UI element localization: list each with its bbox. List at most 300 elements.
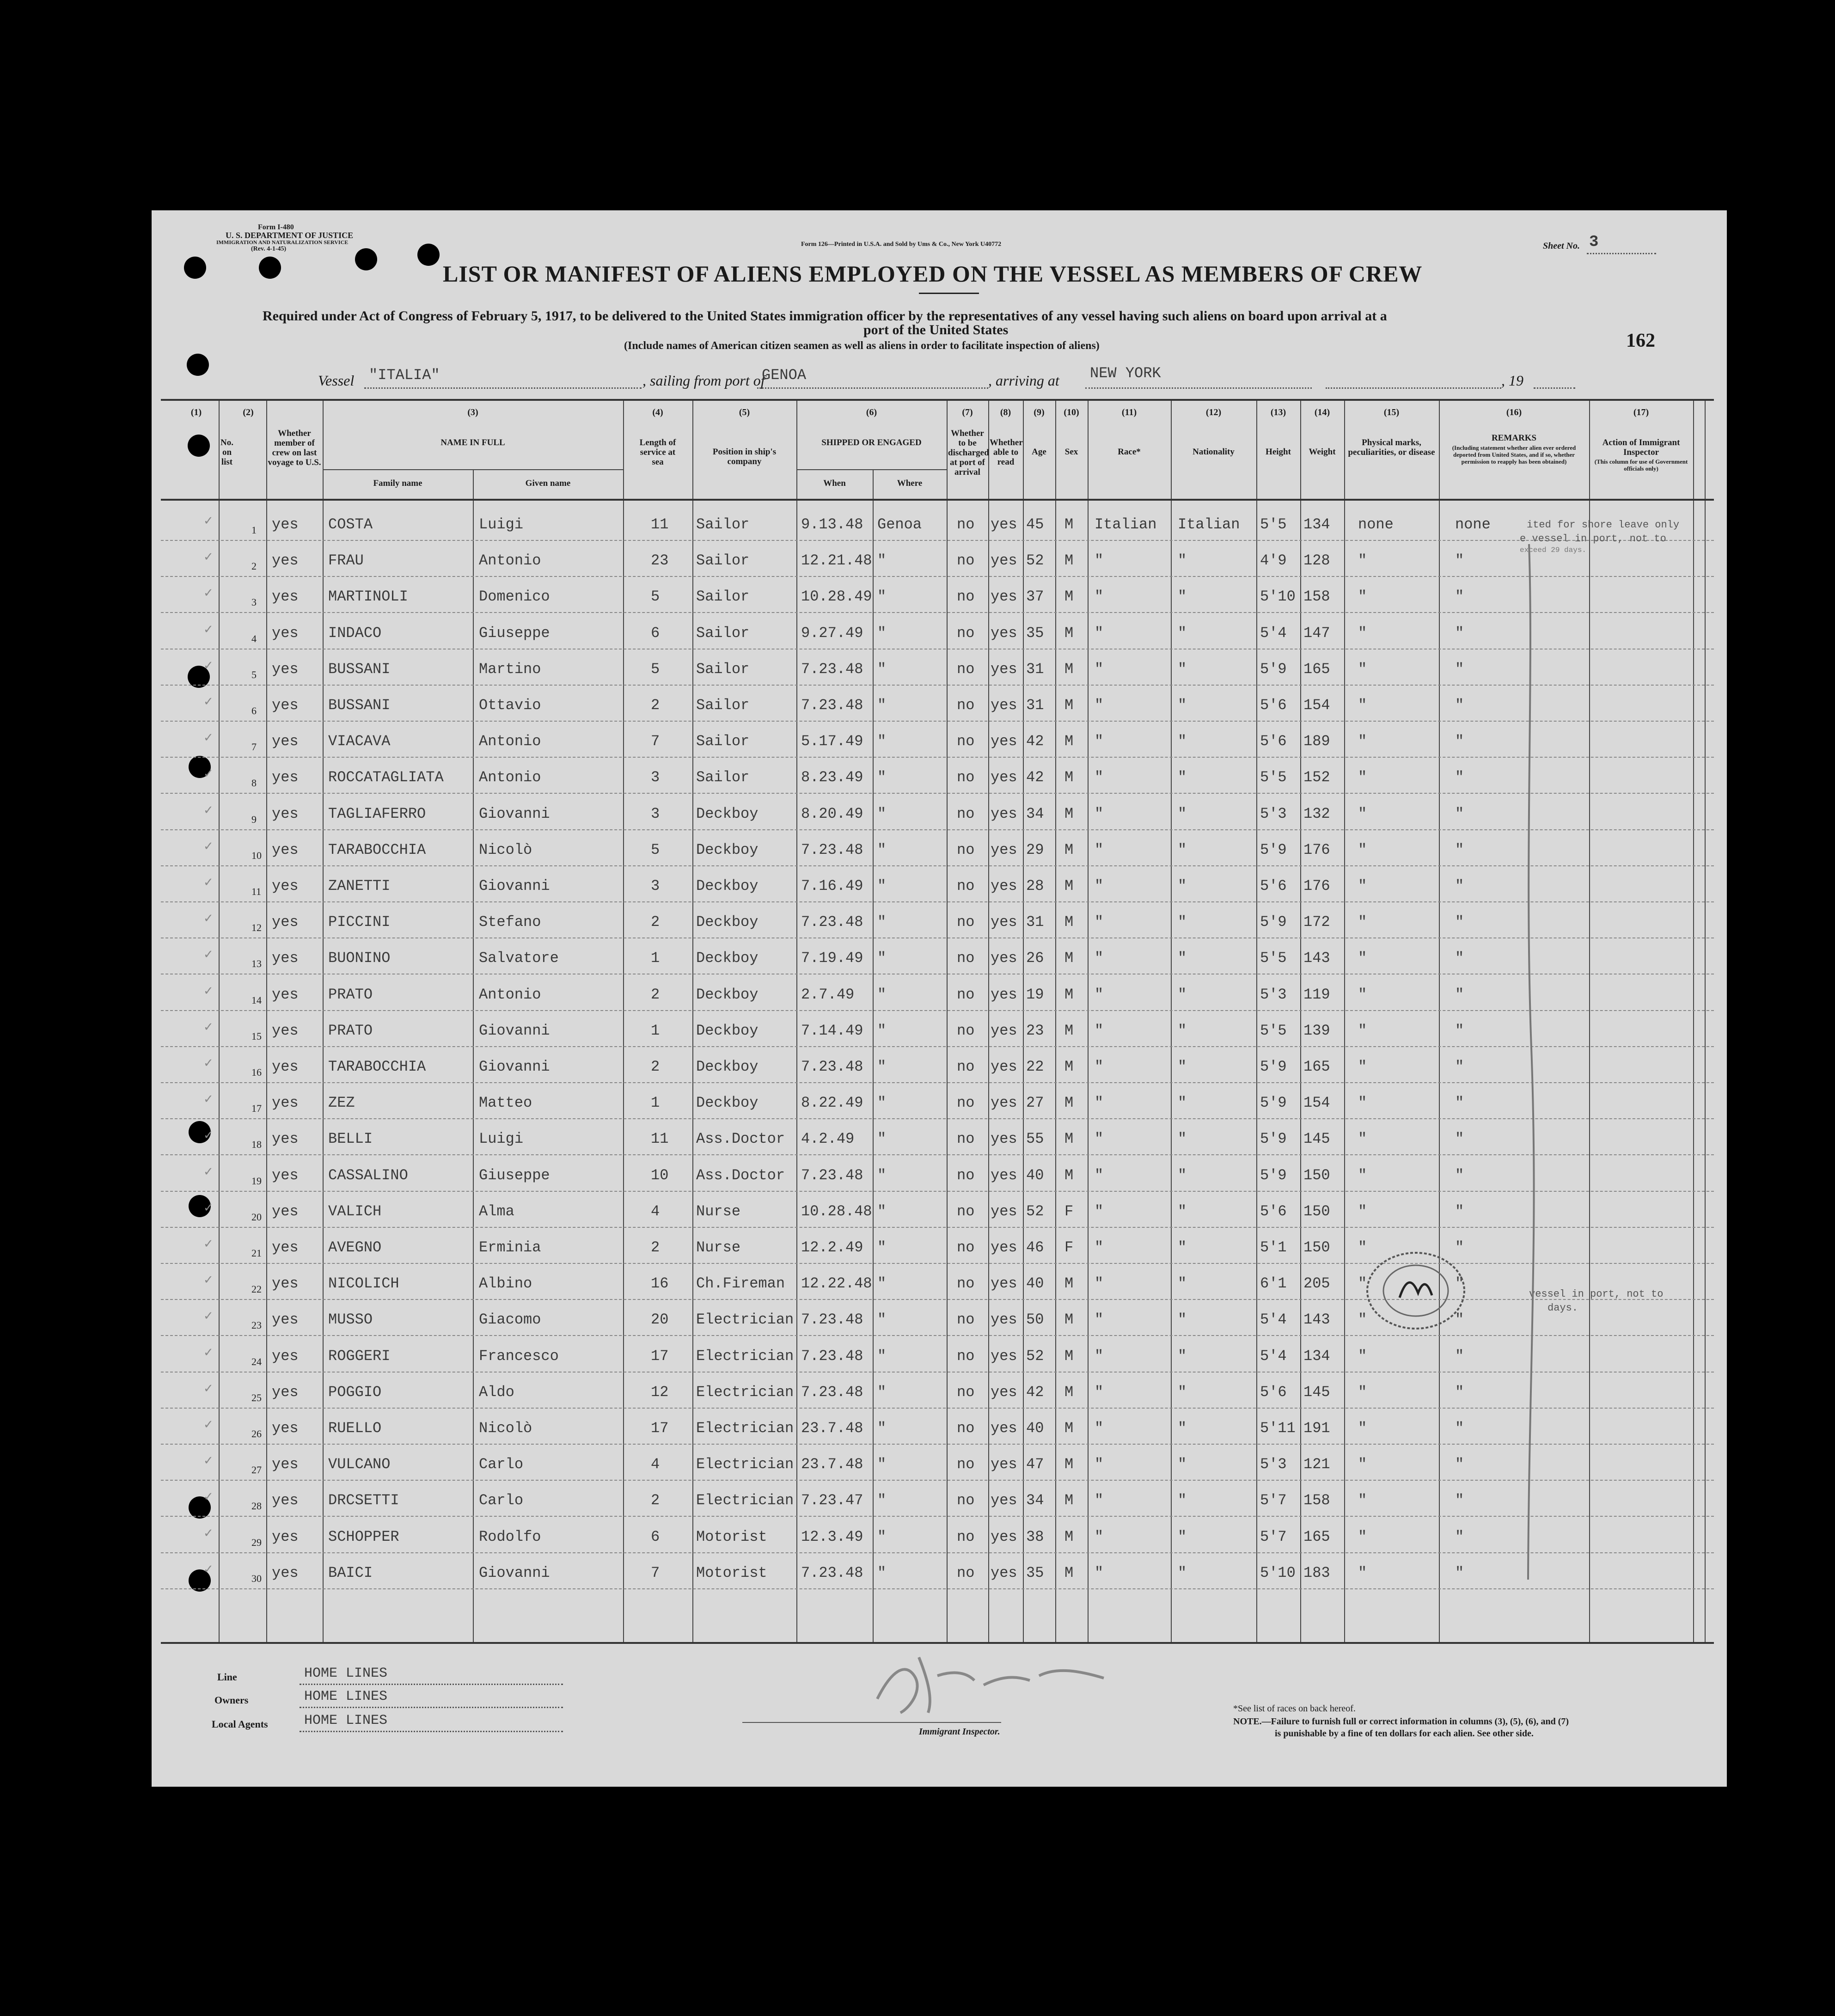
age-cell: 46 [1026, 1239, 1044, 1256]
given-name-cell: Albino [479, 1275, 532, 1293]
race-cell: " [1095, 1347, 1104, 1365]
crew-row [161, 1481, 1714, 1517]
vessel-name: "ITALIA" [369, 367, 440, 384]
age-cell: 52 [1026, 1202, 1044, 1220]
shipped-when-cell: 7.23.48 [801, 1564, 863, 1581]
nationality-cell: " [1178, 1058, 1187, 1075]
col-10-num: (10) [1064, 407, 1079, 417]
nationality-cell: " [1178, 1420, 1187, 1437]
physical-marks-cell: " [1358, 1058, 1367, 1075]
crew-row [161, 866, 1714, 902]
given-name-cell: Nicolò [479, 1420, 532, 1437]
owners-rule [300, 1707, 563, 1708]
nationality-cell: " [1178, 1022, 1187, 1039]
given-name-cell: Luigi [479, 516, 524, 533]
line-rule [300, 1684, 563, 1685]
nationality-cell: " [1178, 588, 1187, 606]
physical-marks-cell: " [1358, 1456, 1367, 1473]
position-cell: Nurse [696, 1239, 741, 1256]
sex-cell: F [1064, 1239, 1074, 1256]
physical-marks-cell: " [1358, 913, 1367, 931]
col-2-num: (2) [243, 407, 254, 417]
position-cell: Deckboy [696, 986, 758, 1003]
race-cell: " [1095, 1022, 1104, 1039]
crew-row [161, 1517, 1714, 1553]
remarks-cell: " [1455, 950, 1464, 967]
able-to-read-cell: yes [991, 552, 1017, 570]
family-name-cell: VIACAVA [328, 733, 391, 750]
height-cell: 5'6 [1260, 1383, 1287, 1401]
nationality-cell: " [1178, 733, 1187, 750]
race-cell: " [1095, 841, 1104, 858]
punch-hole [187, 354, 209, 376]
length-of-service-cell: 7 [651, 733, 660, 750]
to-be-discharged-cell: no [957, 986, 975, 1003]
family-name-cell: ZANETTI [328, 877, 391, 895]
shipped-where-cell: " [877, 1456, 887, 1473]
crew-on-last-voyage-cell: yes [272, 1492, 299, 1509]
nationality-cell: Italian [1178, 516, 1240, 533]
shipped-where-cell: " [877, 1347, 887, 1365]
length-of-service-cell: 6 [651, 624, 660, 642]
able-to-read-cell: yes [991, 1347, 1017, 1365]
remarks-cell: " [1455, 769, 1464, 786]
shipped-when-cell: 7.23.47 [801, 1492, 863, 1509]
row-number: 23 [251, 1319, 262, 1331]
shipped-where-cell: " [877, 1564, 887, 1581]
age-cell: 42 [1026, 733, 1044, 750]
shipped-when-cell: 23.7.48 [801, 1456, 863, 1473]
check-mark-icon: ✓ [203, 767, 214, 781]
age-cell: 31 [1026, 913, 1044, 931]
race-cell: " [1095, 1420, 1104, 1437]
crew-on-last-voyage-cell: yes [272, 1130, 299, 1148]
race-cell: " [1095, 877, 1104, 895]
family-name-cell: BUSSANI [328, 697, 391, 714]
to-be-discharged-cell: no [957, 624, 975, 642]
given-name-cell: Giacomo [479, 1311, 541, 1329]
to-be-discharged-cell: no [957, 697, 975, 714]
given-name-cell: Rodolfo [479, 1528, 541, 1545]
weight-cell: 172 [1303, 913, 1330, 931]
nationality-cell: " [1178, 624, 1187, 642]
col-11-head: Race* [1118, 447, 1141, 457]
remarks-cell: " [1455, 805, 1464, 822]
check-mark-icon: ✓ [203, 1056, 214, 1070]
shipped-when-cell: 8.23.49 [801, 769, 863, 786]
physical-marks-cell: " [1358, 552, 1367, 570]
family-name-cell: AVEGNO [328, 1239, 382, 1256]
given-name-cell: Giuseppe [479, 624, 550, 642]
weight-cell: 165 [1303, 1058, 1330, 1075]
crew-row [161, 830, 1714, 866]
family-name-cell: MUSSO [328, 1311, 373, 1329]
check-mark-icon: ✓ [203, 1418, 214, 1431]
weight-cell: 145 [1303, 1130, 1330, 1148]
nationality-cell: " [1178, 1456, 1187, 1473]
given-name-cell: Domenico [479, 588, 550, 606]
able-to-read-cell: yes [991, 1420, 1017, 1437]
race-cell: " [1095, 1130, 1104, 1148]
shipped-where-cell: " [877, 1275, 887, 1293]
family-name-cell: TAGLIAFERRO [328, 805, 426, 822]
position-cell: Electrician [696, 1311, 794, 1329]
row-number: 16 [251, 1066, 262, 1078]
able-to-read-cell: yes [991, 1492, 1017, 1509]
col-7-head: Whether to be discharged at port of arrival [948, 429, 989, 477]
sex-cell: M [1064, 552, 1074, 570]
height-cell: 5'6 [1260, 877, 1287, 895]
family-name-cell: TARABOCCHIA [328, 1058, 426, 1075]
shipped-where-cell: " [877, 588, 887, 606]
height-cell: 5'1 [1260, 1239, 1287, 1256]
age-cell: 40 [1026, 1420, 1044, 1437]
crew-on-last-voyage-cell: yes [272, 1347, 299, 1365]
check-mark-icon: ✓ [203, 1237, 214, 1250]
crew-on-last-voyage-cell: yes [272, 805, 299, 822]
shipped-where-cell: " [877, 1130, 887, 1148]
height-cell: 5'9 [1260, 1058, 1287, 1075]
given-name-cell: Martino [479, 660, 541, 678]
given-name-cell: Luigi [479, 1130, 524, 1148]
position-cell: Ch.Fireman [696, 1275, 785, 1293]
able-to-read-cell: yes [991, 1094, 1017, 1112]
check-mark-icon: ✓ [203, 984, 214, 998]
col-3-num: (3) [467, 407, 478, 417]
nationality-cell: " [1178, 1492, 1187, 1509]
able-to-read-cell: yes [991, 660, 1017, 678]
length-of-service-cell: 10 [651, 1166, 669, 1184]
able-to-read-cell: yes [991, 1058, 1017, 1075]
inspector-label: Immigrant Inspector. [919, 1727, 1000, 1737]
shipped-where-cell: " [877, 950, 887, 967]
able-to-read-cell: yes [991, 733, 1017, 750]
year-label: , 19 [1501, 372, 1523, 389]
position-cell: Deckboy [696, 913, 758, 931]
remarks-cell: " [1455, 1130, 1464, 1148]
crew-row [161, 722, 1714, 758]
able-to-read-cell: yes [991, 588, 1017, 606]
inspector-signature [863, 1643, 1122, 1717]
check-mark-icon: ✓ [203, 1526, 214, 1540]
sex-cell: M [1064, 1022, 1074, 1039]
family-name-cell: BAICI [328, 1564, 373, 1581]
sex-cell: M [1064, 1311, 1074, 1329]
remarks-cell: " [1455, 877, 1464, 895]
height-cell: 5'10 [1260, 1564, 1296, 1581]
year-rule [1534, 387, 1575, 389]
race-cell: " [1095, 950, 1104, 967]
physical-marks-cell: " [1358, 1528, 1367, 1545]
row-number: 20 [251, 1211, 262, 1223]
check-mark-icon: ✓ [203, 1128, 214, 1142]
consular-stamp [1363, 1247, 1469, 1335]
check-mark-icon: ✓ [203, 1201, 214, 1214]
nationality-cell: " [1178, 1130, 1187, 1148]
sex-cell: M [1064, 1383, 1074, 1401]
physical-marks-cell: " [1358, 1022, 1367, 1039]
given-name-cell: Ottavio [479, 697, 541, 714]
given-name-cell: Giuseppe [479, 1166, 550, 1184]
position-cell: Sailor [696, 516, 750, 533]
family-name-cell: TARABOCCHIA [328, 841, 426, 858]
length-of-service-cell: 4 [651, 1456, 660, 1473]
able-to-read-cell: yes [991, 624, 1017, 642]
to-be-discharged-cell: no [957, 841, 975, 858]
shipped-where-cell: " [877, 1528, 887, 1545]
position-cell: Sailor [696, 733, 750, 750]
agents-rule [300, 1731, 563, 1732]
crew-on-last-voyage-cell: yes [272, 1202, 299, 1220]
family-name-cell: POGGIO [328, 1383, 382, 1401]
weight-cell: 154 [1303, 697, 1330, 714]
row-number: 4 [251, 632, 257, 644]
height-cell: 5'3 [1260, 805, 1287, 822]
to-be-discharged-cell: no [957, 805, 975, 822]
required-line-2: port of the United States [863, 322, 1009, 337]
weight-cell: 128 [1303, 552, 1330, 570]
crew-on-last-voyage-cell: yes [272, 552, 299, 570]
given-name-head: Given name [525, 478, 571, 488]
able-to-read-cell: yes [991, 1022, 1017, 1039]
nationality-cell: " [1178, 1275, 1187, 1293]
row-number: 21 [251, 1247, 262, 1259]
physical-marks-cell: " [1358, 1202, 1367, 1220]
crew-on-last-voyage-cell: yes [272, 877, 299, 895]
row-number: 19 [251, 1175, 262, 1187]
given-name-cell: Antonio [479, 552, 541, 570]
title-rule [919, 293, 979, 294]
position-cell: Deckboy [696, 877, 758, 895]
able-to-read-cell: yes [991, 516, 1017, 533]
weight-cell: 150 [1303, 1202, 1330, 1220]
shipped-where-cell: Genoa [877, 516, 922, 533]
physical-marks-cell: " [1358, 1564, 1367, 1581]
weight-cell: 176 [1303, 841, 1330, 858]
sheet-rule [1587, 253, 1656, 254]
position-cell: Nurse [696, 1202, 741, 1220]
line-label: Line [217, 1671, 237, 1683]
height-cell: 5'3 [1260, 1456, 1287, 1473]
given-name-cell: Giovanni [479, 1058, 550, 1075]
to-be-discharged-cell: no [957, 1022, 975, 1039]
sheet-label: Sheet No. [1543, 241, 1580, 251]
row-number: 18 [251, 1139, 262, 1151]
length-of-service-cell: 2 [651, 986, 660, 1003]
weight-cell: 154 [1303, 1094, 1330, 1112]
position-cell: Deckboy [696, 1094, 758, 1112]
age-cell: 35 [1026, 1564, 1044, 1581]
to-be-discharged-cell: no [957, 1420, 975, 1437]
shipped-when-cell: 10.28.49 [801, 588, 872, 606]
pencil-bracket [1515, 539, 1543, 1584]
physical-marks-cell: " [1358, 697, 1367, 714]
family-name-cell: PRATO [328, 986, 373, 1003]
nationality-cell: " [1178, 986, 1187, 1003]
row-number: 26 [251, 1428, 262, 1440]
vessel-rule [364, 387, 642, 389]
race-cell: " [1095, 1492, 1104, 1509]
length-of-service-cell: 2 [651, 1492, 660, 1509]
sex-cell: F [1064, 1202, 1074, 1220]
length-of-service-cell: 5 [651, 841, 660, 858]
crew-on-last-voyage-cell: yes [272, 624, 299, 642]
nationality-cell: " [1178, 1094, 1187, 1112]
age-cell: 29 [1026, 841, 1044, 858]
action-note: (This column for use of Government officials only) [1594, 458, 1688, 472]
age-cell: 31 [1026, 660, 1044, 678]
age-cell: 42 [1026, 1383, 1044, 1401]
shipped-when-cell: 7.23.48 [801, 913, 863, 931]
family-name-cell: BELLI [328, 1130, 373, 1148]
col-4-num: (4) [652, 407, 663, 417]
sex-cell: M [1064, 1492, 1074, 1509]
sex-cell: M [1064, 1094, 1074, 1112]
crew-row [161, 758, 1714, 794]
race-cell: " [1095, 1456, 1104, 1473]
sex-cell: M [1064, 1564, 1074, 1581]
family-name-cell: SCHOPPER [328, 1528, 399, 1545]
age-cell: 34 [1026, 805, 1044, 822]
length-of-service-cell: 2 [651, 913, 660, 931]
shipped-where-cell: " [877, 1166, 887, 1184]
crew-on-last-voyage-cell: yes [272, 588, 299, 606]
physical-marks-cell: " [1358, 1275, 1367, 1293]
nationality-cell: " [1178, 950, 1187, 967]
given-name-cell: Erminia [479, 1239, 541, 1256]
shipped-when-cell: 7.23.48 [801, 1166, 863, 1184]
position-cell: Deckboy [696, 950, 758, 967]
race-cell: " [1095, 913, 1104, 931]
given-name-cell: Aldo [479, 1383, 514, 1401]
remarks-cell: " [1455, 624, 1464, 642]
row-number: 25 [251, 1391, 262, 1403]
col-11-num: (11) [1121, 407, 1137, 417]
col-2-head: Whether member of crew on last voyage to U.S. [268, 429, 321, 467]
crew-on-last-voyage-cell: yes [272, 1456, 299, 1473]
crew-row [161, 1373, 1714, 1409]
able-to-read-cell: yes [991, 1528, 1017, 1545]
height-cell: 5'10 [1260, 588, 1296, 606]
to-be-discharged-cell: no [957, 1311, 975, 1329]
shipped-where-cell: " [877, 1094, 887, 1112]
to-be-discharged-cell: no [957, 913, 975, 931]
weight-cell: 158 [1303, 1492, 1330, 1509]
given-name-cell: Giovanni [479, 877, 550, 895]
physical-marks-cell: " [1358, 1239, 1367, 1256]
length-of-service-cell: 20 [651, 1311, 669, 1329]
col-6-num: (6) [866, 407, 877, 417]
row-rule [161, 1588, 1714, 1589]
nationality-cell: " [1178, 805, 1187, 822]
race-cell: " [1095, 697, 1104, 714]
physical-marks-cell: none [1358, 516, 1394, 533]
length-of-service-cell: 5 [651, 660, 660, 678]
remarks-cell: none [1455, 516, 1491, 533]
remark-days-2: days. [1548, 1302, 1578, 1314]
age-cell: 34 [1026, 1492, 1044, 1509]
position-cell: Motorist [696, 1564, 767, 1581]
length-of-service-cell: 1 [651, 1094, 660, 1112]
race-cell: " [1095, 769, 1104, 786]
weight-cell: 183 [1303, 1564, 1330, 1581]
nationality-cell: " [1178, 1311, 1187, 1329]
height-cell: 5'5 [1260, 769, 1287, 786]
physical-marks-cell: " [1358, 805, 1367, 822]
given-name-cell: Salvatore [479, 950, 559, 967]
shipped-where-cell: " [877, 1202, 887, 1220]
given-name-cell: Giovanni [479, 1022, 550, 1039]
crew-on-last-voyage-cell: yes [272, 1420, 299, 1437]
able-to-read-cell: yes [991, 877, 1017, 895]
to-be-discharged-cell: no [957, 769, 975, 786]
crew-on-last-voyage-cell: yes [272, 697, 299, 714]
length-of-service-cell: 3 [651, 805, 660, 822]
remark-vessel-in-port-2: vessel in port, not to [1529, 1288, 1664, 1300]
family-name-cell: ROGGERI [328, 1347, 391, 1365]
given-name-cell: Stefano [479, 913, 541, 931]
remarks-cell: " [1455, 1564, 1464, 1581]
family-name-cell: ROCCATAGLIATA [328, 769, 444, 786]
remarks-cell: " [1455, 1311, 1464, 1329]
physical-marks-cell: " [1358, 733, 1367, 750]
to-be-discharged-cell: no [957, 950, 975, 967]
crew-row [161, 577, 1714, 613]
physical-marks-cell: " [1358, 877, 1367, 895]
punch-hole [184, 257, 206, 279]
able-to-read-cell: yes [991, 1275, 1017, 1293]
shipped-when-cell: 12.21.48 [801, 552, 872, 570]
shipped-when-cell: 23.7.48 [801, 1420, 863, 1437]
length-of-service-cell: 4 [651, 1202, 660, 1220]
shipped-where-cell: " [877, 1383, 887, 1401]
length-of-service-cell: 12 [651, 1383, 669, 1401]
shipped-where-cell: " [877, 986, 887, 1003]
sex-cell: M [1064, 877, 1074, 895]
age-cell: 38 [1026, 1528, 1044, 1545]
remarks-cell: " [1455, 588, 1464, 606]
crew-row [161, 541, 1714, 577]
weight-cell: 145 [1303, 1383, 1330, 1401]
age-cell: 52 [1026, 552, 1044, 570]
shipped-where-cell: " [877, 1058, 887, 1075]
check-mark-icon: ✓ [203, 1273, 214, 1287]
age-cell: 52 [1026, 1347, 1044, 1365]
crew-row [161, 902, 1714, 938]
weight-cell: 132 [1303, 805, 1330, 822]
col-6-head: SHIPPED OR ENGAGED [821, 438, 922, 447]
physical-marks-cell: " [1358, 588, 1367, 606]
nationality-cell: " [1178, 1239, 1187, 1256]
race-cell: " [1095, 624, 1104, 642]
crew-on-last-voyage-cell: yes [272, 1275, 299, 1293]
height-cell: 5'6 [1260, 733, 1287, 750]
to-be-discharged-cell: no [957, 552, 975, 570]
sex-cell: M [1064, 733, 1074, 750]
arrival-rule [1085, 387, 1312, 389]
crew-on-last-voyage-cell: yes [272, 1058, 299, 1075]
row-number: 7 [251, 741, 257, 753]
height-cell: 5'9 [1260, 841, 1287, 858]
check-mark-icon: ✓ [203, 1490, 214, 1504]
remarks-cell: " [1455, 1456, 1464, 1473]
remarks-cell: " [1455, 913, 1464, 931]
position-cell: Deckboy [696, 805, 758, 822]
shipped-when-cell: 12.2.49 [801, 1239, 863, 1256]
able-to-read-cell: yes [991, 1456, 1017, 1473]
position-cell: Sailor [696, 769, 750, 786]
crew-row [161, 1409, 1714, 1445]
